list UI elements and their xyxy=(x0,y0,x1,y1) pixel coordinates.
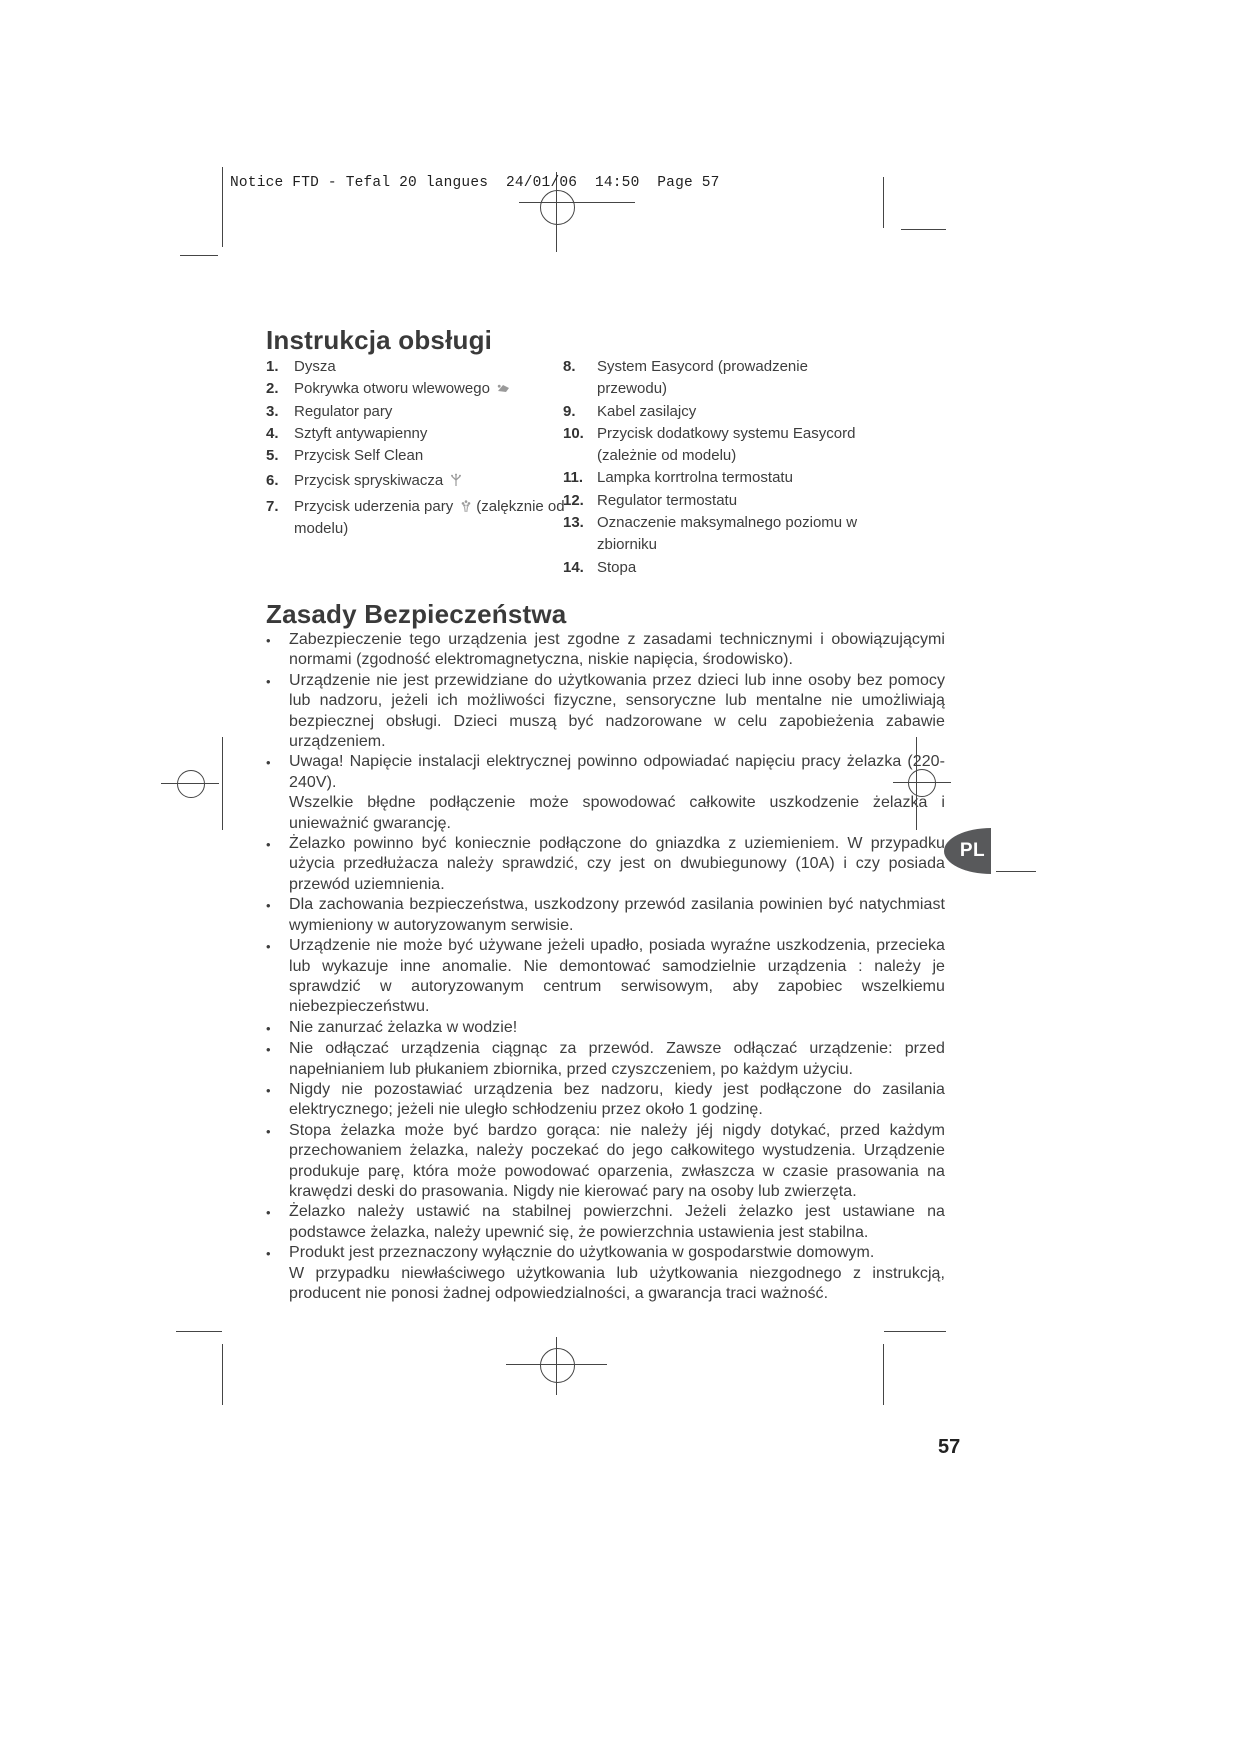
parts-list-item xyxy=(266,378,596,400)
registration-mark-mid-left-circle xyxy=(177,770,205,798)
bullet-icon: • xyxy=(266,673,271,689)
bullet-icon: • xyxy=(266,1123,271,1139)
bullet-icon: • xyxy=(266,837,271,853)
item-label: Przycisk spryskiwacza xyxy=(294,470,596,492)
bullet-text: Urządzenie nie może być używane jeżeli upadło, posiada wyraźne uszkodzenia, przecieka lub wykazuje inne anomalie. Nie demontować samodzielnie urządzenia : należy je sprawdzić w autoryzowanym centrum serwisowym, aby zapobiec wszelkiemu niebezpieczeństwu. xyxy=(289,937,945,1016)
item-label: Pokrywka otworu wlewowego xyxy=(294,378,596,400)
instructions-title: Instrukcja obsługi xyxy=(266,325,493,356)
parts-list-item xyxy=(563,401,863,423)
parts-list-item xyxy=(266,423,596,445)
bullet-icon: • xyxy=(266,1082,271,1098)
print-header-text: Notice FTD - Tefal 20 langues 24/01/06 14:50 Page 57 xyxy=(230,175,720,191)
safety-bullet xyxy=(266,1243,945,1304)
crop-mark-top-right-vertical xyxy=(883,177,884,228)
item-number: 10. xyxy=(563,424,584,442)
safety-bullet xyxy=(266,834,945,895)
item-number: 1. xyxy=(266,358,279,375)
bullet-text: Nie odłączać urządzenia ciągnąc za przewód. Zawsze odłączać urządzenie: przed napełnianiem lub płukaniem zbiornika, przed czyszczeniem, po każdym użyciu. xyxy=(289,1040,945,1078)
item-number: 11. xyxy=(563,469,584,487)
bullet-icon: • xyxy=(266,633,271,648)
parts-list-item xyxy=(563,512,863,557)
bullet-text: Stopa żelazka może być bardzo gorąca: nie należy jéj nigdy dotykać, przed każdym przechowaniem żelazka, należy poczekać do jego całkowitego wystudzenia. Urządzenie produkuje parę, która może powodować oparzenia, zwłaszcza w czasie prasowania na krawędzi deski do prasowania. Nigdy nie kierować pary na osoby lub zwierzęta. xyxy=(289,1121,945,1200)
parts-list-item xyxy=(266,356,596,378)
item-number: 2. xyxy=(266,380,279,398)
registration-mark-top-center-horizontal xyxy=(519,202,635,203)
item-label: Przycisk dodatkowy systemu Easycord (zależnie od modelu) xyxy=(597,424,856,465)
crop-mark-bottom-left-horizontal xyxy=(176,1331,222,1332)
language-tab-pl: PL xyxy=(944,828,991,874)
item-number: 4. xyxy=(266,424,279,442)
item-number: 6. xyxy=(266,472,279,490)
bullet-icon: • xyxy=(266,1042,271,1058)
item-number: 8. xyxy=(563,358,576,375)
bullet-text: Nigdy nie pozostawiać urządzenia bez nadzoru, kiedy jest podłączone do zasilania elektrycznego; jeżeli nie uległo schłodzeniu przez około 1 godzinę. xyxy=(289,1080,945,1119)
safety-bullet xyxy=(266,1039,945,1080)
registration-mark-top-center-circle xyxy=(540,190,575,225)
spray-icon xyxy=(449,473,463,487)
item-number: 12. xyxy=(563,491,584,509)
bullet-icon: • xyxy=(266,898,271,914)
item-number: 7. xyxy=(266,497,279,515)
bullet-text: Dla zachowania bezpieczeństwa, uszkodzony przewód zasilania powinien być natychmiast wymieniony w autoryzowanym serwisie. xyxy=(289,896,945,934)
item-label: Dysza xyxy=(294,358,336,375)
bullet-text: Żelazko powinno być koniecznie podłączone do gniazdka z uziemieniem. W przypadku użycia przedłużacza należy sprawdzić, czy jest on dwubiegunowy (10A) i czy posiada przewód uziemnienia. xyxy=(289,835,945,893)
safety-bullet xyxy=(266,1202,945,1243)
item-label: Sztyft antywapienny xyxy=(294,424,428,442)
item-label-suffix: (zalękznie od modelu) xyxy=(294,497,565,538)
safety-bullet xyxy=(266,630,945,671)
item-label: Kabel zasilajcy xyxy=(597,402,697,420)
parts-list-right xyxy=(563,356,863,579)
safety-bullet xyxy=(266,1080,945,1121)
safety-title: Zasady Bezpieczeństwa xyxy=(266,599,567,630)
parts-list-item xyxy=(266,496,596,541)
parts-list-item xyxy=(563,356,863,401)
safety-bullet xyxy=(266,1121,945,1203)
parts-list-item xyxy=(563,557,863,579)
item-label: Stopa xyxy=(597,558,637,576)
parts-list-item xyxy=(563,467,863,489)
crop-mark-top-left-horizontal xyxy=(180,255,218,256)
safety-bullet xyxy=(266,752,945,834)
item-label: Przycisk uderzenia pary (zalękznie od modelu) xyxy=(294,497,565,538)
crop-mark-top-left-vertical xyxy=(222,167,223,247)
safety-bullet-list xyxy=(266,630,945,1304)
page-number: 57 xyxy=(938,1436,961,1458)
crop-mark-mid-left-vertical xyxy=(222,737,223,830)
crop-mark-bottom-right-horizontal xyxy=(884,1331,946,1332)
bullet-text: Uwaga! Napięcie instalacji elektrycznej powinno odpowiadać napięciu pracy żelazka (220-240V). xyxy=(289,753,945,791)
parts-list-item xyxy=(266,401,596,423)
bullet-text: Produkt jest przeznaczony wyłącznie do użytkowania w gospodarstwie domowym. xyxy=(289,1244,875,1262)
parts-list-item xyxy=(266,445,596,467)
bullet-text: Zabezpieczenie tego urządzenia jest zgodne z zasadami technicznymi i obowiązującymi normami (zgodność elektromagnetyczna, niskie napięcia, środowisko). xyxy=(289,631,945,669)
fill-opening-icon xyxy=(496,381,510,395)
bullet-text: Nie zanurzać żelazka w wodzie! xyxy=(289,1018,518,1036)
crop-mark-right-of-tab-horizontal xyxy=(996,871,1036,872)
item-number: 14. xyxy=(563,558,584,576)
item-label: Regulator termostatu xyxy=(597,491,738,509)
bullet-icon: • xyxy=(266,939,271,955)
safety-bullet xyxy=(266,895,945,936)
item-label: Regulator pary xyxy=(294,402,393,420)
parts-list-item xyxy=(563,423,863,468)
bullet-icon: • xyxy=(266,1246,271,1262)
crop-mark-bottom-left-vertical xyxy=(222,1344,223,1405)
crop-mark-top-right-horizontal xyxy=(901,229,946,230)
item-number: 13. xyxy=(563,514,584,532)
item-label: Przycisk Self Clean xyxy=(294,447,424,465)
bullet-icon: • xyxy=(266,1020,271,1036)
item-label: System Easycord (prowadzenie przewodu) xyxy=(597,358,808,398)
safety-bullet xyxy=(266,1018,945,1039)
safety-bullet xyxy=(266,936,945,1018)
steam-shot-icon xyxy=(459,499,473,513)
bullet-icon: • xyxy=(266,755,271,771)
item-number: 9. xyxy=(563,402,576,420)
item-number: 3. xyxy=(266,402,279,420)
crop-mark-bottom-right-vertical xyxy=(883,1344,884,1405)
parts-list-item xyxy=(563,490,863,512)
bullet-text: Urządzenie nie jest przewidziane do użytkowania przez dzieci lub inne osoby bez pomocy lub nadzoru, jeżeli ich możliwości fizyczne, sensoryczne lub mentalne nie umożliwiają bezpiecznej obsługi. Dzieci muszą być nadzorowane w celu zapobieżenia zabawie urządzeniem. xyxy=(289,671,945,751)
item-number: 5. xyxy=(266,447,279,465)
item-label: Lampka korrtrolna termostatu xyxy=(597,469,793,487)
parts-list-item xyxy=(266,470,596,492)
item-label: Oznaczenie maksymalnego poziomu w zbiorniku xyxy=(597,514,858,554)
safety-bullet xyxy=(266,671,945,753)
bullet-icon: • xyxy=(266,1205,271,1221)
bullet-text: Wszelkie błędne podłączenie może spowodować całkowite uszkodzenie żelazka i unieważnić gwarancję. xyxy=(289,794,945,832)
registration-mark-bottom-center-circle xyxy=(540,1348,575,1383)
bullet-text: Żelazko należy ustawić na stabilnej powierzchni. Jeżeli żelazko jest ustawiane na podstawce żelazka, należy upewnić się, że powierzchnia ustawienia jest stabilna. xyxy=(289,1203,945,1241)
bullet-text: W przypadku niewłaściwego użytkowania lub użytkowania niezgodnego z instrukcją, producent nie ponosi żadnej odpowiedzialności, a gwarancja traci ważność. xyxy=(289,1264,945,1302)
parts-list-left xyxy=(266,356,596,540)
